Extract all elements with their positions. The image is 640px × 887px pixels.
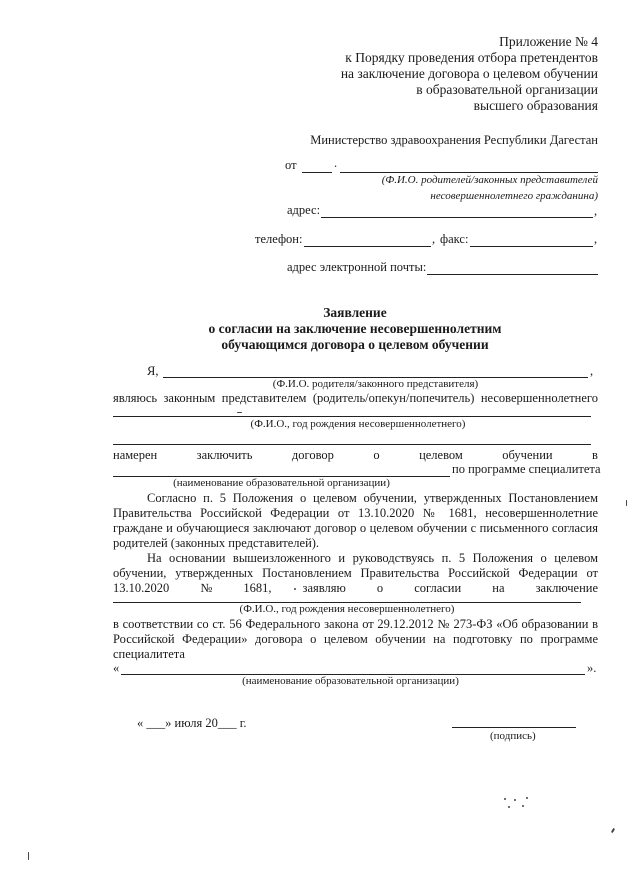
appendix-line-3: на заключение договора о целевом обучении bbox=[340, 66, 598, 81]
para1-line-4: родителей (законных представителей). bbox=[113, 536, 320, 550]
date-field: « ___» июля 20___ г. bbox=[137, 716, 247, 730]
minor-name-line-2 bbox=[113, 444, 591, 445]
para3-line-3: специалитета bbox=[113, 647, 185, 661]
organization-caption: (наименование образовательной организации) bbox=[173, 477, 390, 489]
fax-comma: , bbox=[594, 232, 598, 246]
para2-conclusion: заключение bbox=[535, 581, 598, 595]
scan-mark bbox=[504, 798, 506, 800]
parent-comma: , bbox=[590, 364, 594, 378]
para2-about: о bbox=[376, 581, 384, 595]
word-about: о bbox=[373, 448, 380, 462]
para3-line-1: в соответствии со ст. 56 Федерального закона от 29.12.2012 № 273-ФЗ «Об образовании в bbox=[113, 617, 598, 631]
para1-line-3: граждане и обучающиеся заключают договор о целевом обучении с письменного согласия bbox=[113, 521, 598, 535]
scan-mark bbox=[626, 500, 627, 506]
para1-line-1: Согласно п. 5 Положения о целевом обучении, утвержденных Постановлением bbox=[147, 491, 598, 505]
document-title-line-3: обучающимся договора о целевом обучении bbox=[221, 337, 489, 352]
para2-consent: согласии bbox=[414, 581, 462, 595]
intend-line bbox=[113, 448, 598, 463]
appendix-number: Приложение № 4 bbox=[499, 34, 598, 49]
legal-representative-text: являюсь законным представителем (родитель/опекун/попечитель) несовершеннолетнего bbox=[113, 391, 598, 405]
para2-line-3 bbox=[113, 581, 598, 596]
scan-mark bbox=[522, 805, 524, 807]
minor-caption: (Ф.И.О., год рождения несовершеннолетнего) bbox=[250, 418, 466, 430]
para2-to: на bbox=[492, 581, 505, 595]
fax-label: факс: bbox=[440, 232, 469, 246]
phone-line bbox=[304, 246, 431, 247]
email-label: адрес электронной почты: bbox=[287, 260, 427, 274]
address-label: адрес: bbox=[287, 203, 321, 217]
from-day-line bbox=[302, 172, 332, 173]
para2-date: 13.10.2020 bbox=[113, 581, 170, 595]
address-line bbox=[321, 217, 593, 218]
para1-line-2: Правительства Российской Федерации от 13.10.2020 № 1681, несовершеннолетние bbox=[113, 506, 598, 520]
phone-label: телефон: bbox=[255, 232, 303, 246]
scan-mark bbox=[237, 412, 242, 413]
address-comma: , bbox=[594, 204, 598, 218]
word-contract: договор bbox=[291, 448, 334, 462]
appendix-line-5: высшего образования bbox=[473, 98, 598, 113]
parent-caption: (Ф.И.О. родителя/законного представителя) bbox=[272, 378, 479, 390]
para2-number: 1681, bbox=[243, 581, 272, 595]
organization-caption-2: (наименование образовательной организации) bbox=[242, 675, 459, 687]
program-text: по программе специалитета bbox=[452, 462, 601, 476]
word-in: в bbox=[592, 448, 598, 462]
from-caption-2: несовершеннолетнего гражданина) bbox=[430, 190, 598, 202]
word-training: обучении bbox=[502, 448, 553, 462]
scan-mark bbox=[28, 852, 29, 860]
scan-mark bbox=[611, 828, 615, 833]
para3-line-2: Российской Федерации» договора о целевом обучении на подготовку по программе bbox=[113, 632, 598, 646]
scan-mark bbox=[514, 799, 516, 801]
signature-caption: (подпись) bbox=[490, 730, 536, 742]
scan-mark bbox=[294, 588, 296, 590]
i-prefix: Я, bbox=[147, 364, 159, 378]
quote-close: ». bbox=[587, 661, 597, 675]
document-title-line-2: о согласии на заключение несовершеннолетним bbox=[208, 321, 502, 336]
para2-number-sign: № bbox=[200, 581, 213, 595]
ministry-name: Министерство здравоохранения Республики Дагестан bbox=[310, 133, 598, 147]
appendix-line-2: к Порядку проведения отбора претендентов bbox=[345, 50, 598, 65]
minor-caption-2: (Ф.И.О., год рождения несовершеннолетнего) bbox=[239, 603, 455, 615]
para2-line-2: обучении, утвержденных Постановлением Правительства Российской Федерации от bbox=[113, 566, 598, 580]
para2-declare: заявляю bbox=[302, 581, 346, 595]
appendix-line-4: в образовательной организации bbox=[416, 82, 598, 97]
email-line bbox=[427, 274, 598, 275]
minor-name-line bbox=[113, 416, 591, 417]
from-dot: . bbox=[334, 156, 338, 170]
word-target: целевом bbox=[419, 448, 463, 462]
from-caption-1: (Ф.И.О. родителей/законных представителей bbox=[381, 174, 598, 186]
quote-open: « bbox=[113, 661, 120, 675]
scan-mark bbox=[508, 806, 510, 808]
word-intend: намерен bbox=[113, 448, 158, 462]
document-title: Заявление bbox=[323, 305, 387, 320]
word-conclude: заключить bbox=[196, 448, 253, 462]
scan-mark bbox=[526, 797, 528, 799]
fax-line bbox=[470, 246, 593, 247]
from-label: от bbox=[285, 158, 297, 172]
signature-line bbox=[452, 727, 576, 728]
from-name-line bbox=[340, 172, 598, 173]
phone-comma: , bbox=[432, 232, 436, 246]
para2-line-1: На основании вышеизложенного и руководствуясь п. 5 Положения о целевом bbox=[147, 551, 598, 565]
